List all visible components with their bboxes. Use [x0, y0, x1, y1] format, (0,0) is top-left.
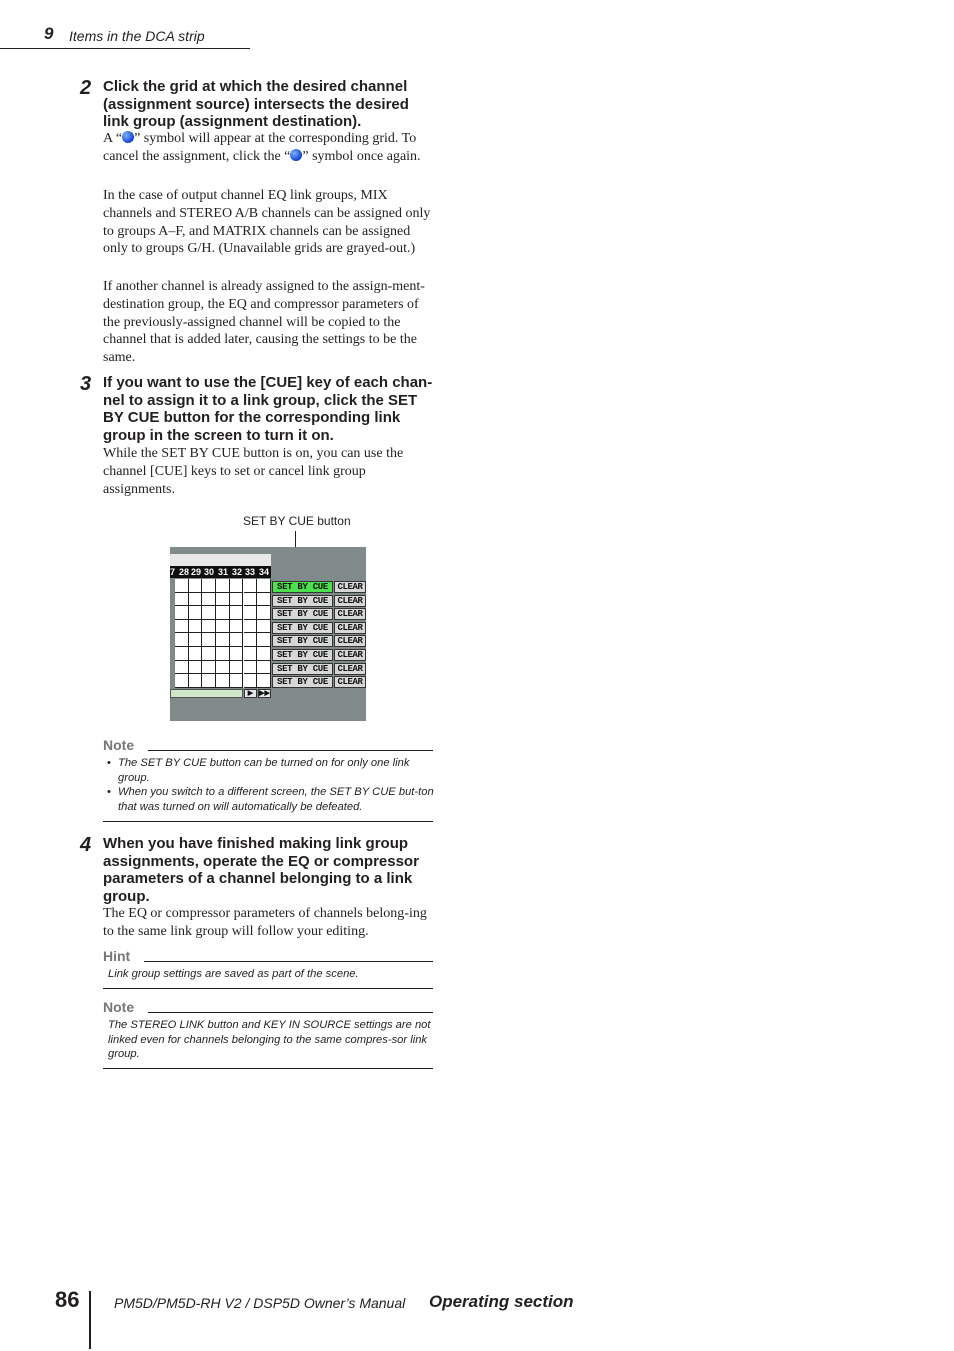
set-by-cue-button[interactable]: SET BY CUE [272, 581, 333, 593]
assignment-grid-cell[interactable] [202, 633, 216, 647]
assignment-grid-cell[interactable] [202, 606, 216, 620]
note-1-title: Note [103, 737, 135, 753]
clear-button[interactable]: CLEAR [334, 581, 366, 593]
assignment-grid-cell[interactable] [202, 661, 216, 675]
assignment-grid-cell[interactable] [216, 579, 230, 593]
figure-callout: SET BY CUE button [243, 514, 351, 528]
horizontal-scrollbar[interactable] [170, 689, 243, 698]
assignment-grid [175, 579, 271, 688]
step-4-paragraph-1: The EQ or compressor parameters of channels belong-ing to the same link group will follow your editing. [103, 906, 427, 939]
clear-button[interactable]: CLEAR [334, 676, 366, 688]
step-2-heading: Click the grid at which the desired channel (assignment source) intersects the desired link group (assignment destination). [103, 78, 409, 131]
clear-button[interactable]: CLEAR [334, 649, 366, 661]
assignment-grid-cell[interactable] [257, 674, 271, 688]
scroll-end-button[interactable]: ▶▶ [259, 690, 270, 697]
assignment-grid-cell[interactable] [257, 620, 271, 634]
assignment-grid-cell[interactable] [230, 593, 244, 607]
set-by-cue-button[interactable]: SET BY CUE [272, 663, 333, 675]
assignment-grid-cell[interactable] [175, 620, 189, 634]
set-by-cue-button[interactable]: SET BY CUE [272, 676, 333, 688]
note-1-bullet-1: • The SET BY CUE button can be turned on for only one link group. [107, 756, 437, 785]
page-number: 86 [55, 1287, 80, 1312]
channel-number-label: 34 [259, 567, 270, 577]
assignment-grid-cell[interactable] [257, 579, 271, 593]
text: ” symbol will appear at the corresponding grid. To cancel the assignment, click the “ [103, 131, 417, 164]
step-4-number: 4 [80, 834, 92, 856]
clear-button[interactable]: CLEAR [334, 663, 366, 675]
note-1-bottom-rule [103, 821, 433, 822]
clear-button[interactable]: CLEAR [334, 622, 366, 634]
step-2-paragraph-1 [103, 130, 433, 166]
step-3-heading: If you want to use the [CUE] key of each chan-nel to assign it to a link group, click the SET BY CUE button for the corresponding link group in the screen to turn it on. [103, 374, 433, 444]
assignment-grid-cell[interactable] [216, 674, 230, 688]
assignment-grid-cell[interactable] [202, 620, 216, 634]
assignment-grid-cell[interactable] [202, 593, 216, 607]
assignment-grid-cell[interactable] [244, 661, 258, 675]
hint-bottom-rule [103, 988, 433, 989]
assignment-grid-cell[interactable] [175, 633, 189, 647]
assignment-grid-cell[interactable] [257, 633, 271, 647]
link-group-screenshot [170, 547, 366, 721]
footer-divider [89, 1291, 91, 1349]
assignment-grid-cell[interactable] [216, 593, 230, 607]
assignment-grid-cell[interactable] [230, 633, 244, 647]
assignment-grid-cell[interactable] [189, 606, 203, 620]
assignment-grid-cell[interactable] [216, 661, 230, 675]
section-name: Operating section [429, 1292, 574, 1311]
assignment-grid-cell[interactable] [202, 647, 216, 661]
assignment-grid-cell[interactable] [216, 633, 230, 647]
blue-dot-icon [290, 149, 302, 161]
note-2-text: The STEREO LINK button and KEY IN SOURCE settings are not linked even for channels belonging to the same compres-sor link group. [108, 1019, 431, 1061]
assignment-grid-cell[interactable] [216, 620, 230, 634]
assignment-grid-cell[interactable] [216, 606, 230, 620]
set-by-cue-button[interactable]: SET BY CUE [272, 608, 333, 620]
assignment-grid-cell[interactable] [244, 579, 258, 593]
hint-title: Hint [103, 948, 131, 964]
channel-number-label: 7 [170, 567, 176, 577]
assignment-grid-cell[interactable] [189, 593, 203, 607]
assignment-grid-cell[interactable] [189, 620, 203, 634]
assignment-grid-cell[interactable] [244, 647, 258, 661]
assignment-grid-cell[interactable] [257, 647, 271, 661]
step-3-paragraph-1: While the SET BY CUE button is on, you can use the channel [CUE] keys to set or cancel link group assignments. [103, 446, 404, 497]
channel-number-label: 33 [245, 567, 256, 577]
assignment-grid-cell[interactable] [244, 606, 258, 620]
chapter-number: 9 [44, 24, 54, 43]
note-1-rule [148, 750, 433, 751]
assignment-grid-cell[interactable] [257, 661, 271, 675]
step-2-paragraph-2: In the case of output channel EQ link groups, MIX channels and STEREO A/B channels can be assigned only to groups A–F, and MATRIX channels can be assigned only to groups G/H. (Unavailable grids are grayed-out.) [103, 188, 431, 257]
assignment-grid-cell[interactable] [230, 579, 244, 593]
hint-text: Link group settings are saved as part of the scene. [108, 968, 359, 980]
step-2-number: 2 [80, 77, 92, 99]
assignment-grid-cell[interactable] [244, 620, 258, 634]
assignment-grid-cell[interactable] [202, 674, 216, 688]
assignment-grid-cell[interactable] [244, 674, 258, 688]
clear-button[interactable]: CLEAR [334, 635, 366, 647]
assignment-grid-cell[interactable] [189, 674, 203, 688]
assignment-grid-cell[interactable] [175, 593, 189, 607]
set-by-cue-button[interactable]: SET BY CUE [272, 622, 333, 634]
step-2-paragraph-3: If another channel is already assigned to the assign-ment-destination group, the EQ and compressor parameters of the previously-assigned channel will be copied to the channel that is added later, causing the settings to be the same. [103, 279, 425, 366]
set-by-cue-button[interactable]: SET BY CUE [272, 595, 333, 607]
manual-title: PM5D/PM5D-RH V2 / DSP5D Owner’s Manual [114, 1295, 406, 1311]
set-by-cue-button[interactable]: SET BY CUE [272, 635, 333, 647]
hint-rule [144, 961, 433, 962]
assignment-grid-cell[interactable] [230, 647, 244, 661]
header-rule [0, 48, 250, 49]
assignment-grid-cell[interactable] [175, 661, 189, 675]
note-2-title: Note [103, 999, 135, 1015]
note-2-bottom-rule [103, 1068, 433, 1069]
assignment-grid-cell[interactable] [189, 579, 203, 593]
clear-button[interactable]: CLEAR [334, 608, 366, 620]
assignment-grid-cell[interactable] [189, 647, 203, 661]
channel-number-label: 32 [232, 567, 243, 577]
assignment-grid-cell[interactable] [230, 620, 244, 634]
text: ” symbol once again. [302, 148, 421, 164]
assignment-grid-cell[interactable] [216, 647, 230, 661]
assignment-grid-cell[interactable] [175, 647, 189, 661]
assignment-grid-cell[interactable] [230, 606, 244, 620]
assignment-grid-cell[interactable] [230, 661, 244, 675]
set-by-cue-button[interactable]: SET BY CUE [272, 649, 333, 661]
note-1-bullet-2: • When you switch to a different screen, the SET BY CUE but-ton that was turned on will automatically be defeated. [107, 785, 437, 814]
step-4-heading: When you have finished making link group assignments, operate the EQ or compressor parameters of a channel belonging to a link group. [103, 835, 419, 905]
channel-number-label: 29 [191, 567, 202, 577]
assignment-grid-cell[interactable] [189, 661, 203, 675]
assignment-grid-cell[interactable] [175, 674, 189, 688]
blue-dot-icon [122, 131, 134, 143]
chapter-title: Items in the DCA strip [69, 28, 205, 44]
assignment-grid-cell[interactable] [244, 593, 258, 607]
step-3-number: 3 [80, 373, 92, 395]
note-2-rule [148, 1012, 433, 1013]
assignment-grid-cell[interactable] [230, 674, 244, 688]
assignment-grid-cell[interactable] [175, 606, 189, 620]
assignment-grid-cell[interactable] [257, 606, 271, 620]
clear-button[interactable]: CLEAR [334, 595, 366, 607]
text: A “ [103, 131, 123, 146]
assignment-grid-cell[interactable] [189, 633, 203, 647]
channel-number-label: 28 [179, 567, 190, 577]
channel-number-label: 31 [218, 567, 229, 577]
assignment-grid-cell[interactable] [257, 593, 271, 607]
assignment-grid-cell[interactable] [202, 579, 216, 593]
scroll-next-button[interactable]: ▶ [244, 689, 257, 698]
assignment-grid-cell[interactable] [244, 633, 258, 647]
assignment-grid-cell[interactable] [175, 579, 189, 593]
channel-number-label: 30 [204, 567, 215, 577]
